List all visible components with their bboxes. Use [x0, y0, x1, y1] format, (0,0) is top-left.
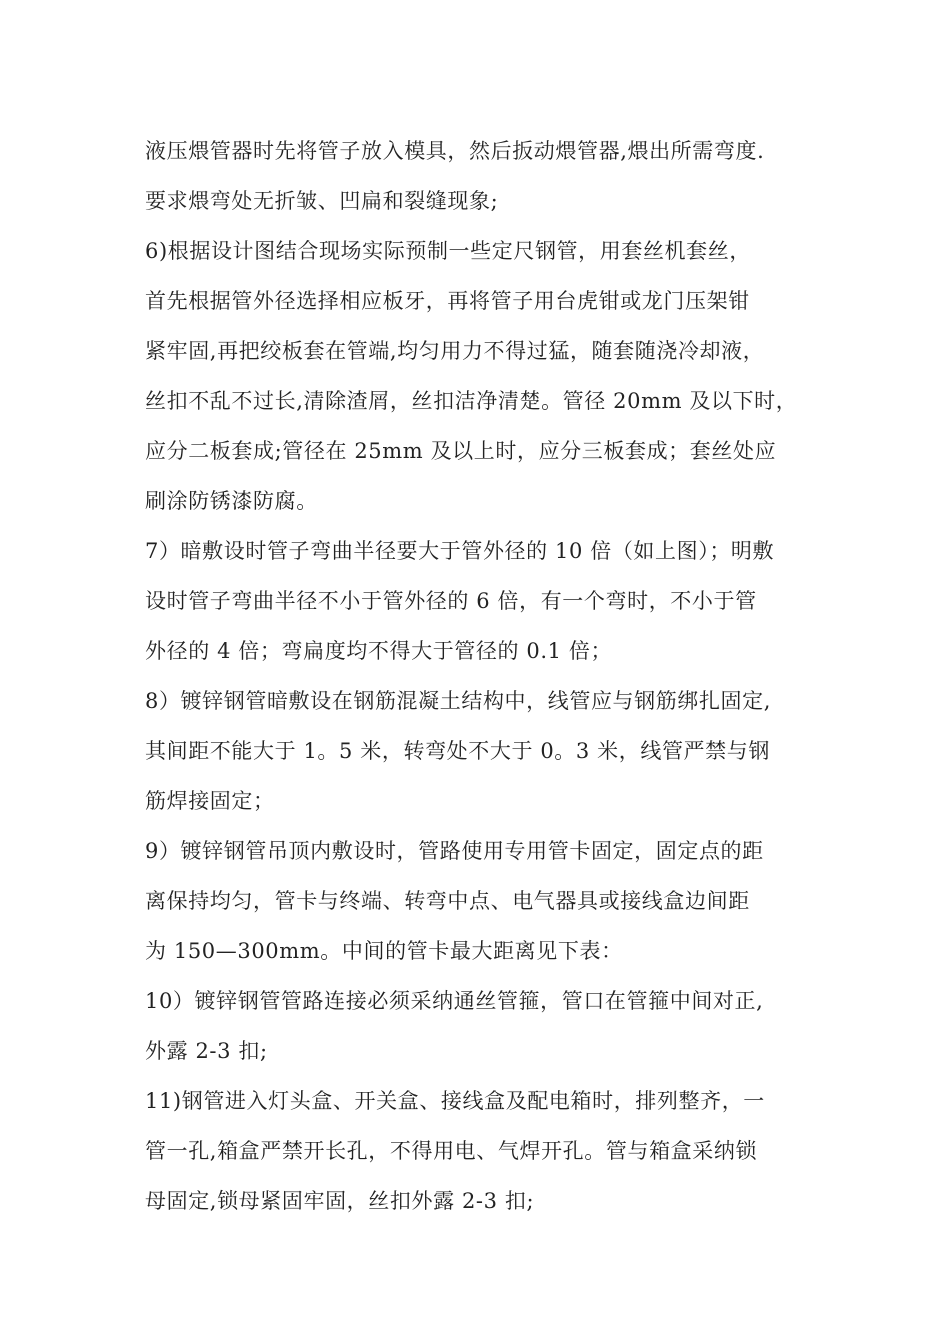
text-line: 紧牢固,再把绞板套在管端,均匀用力不得过猛，随套随浇冷却液，: [145, 339, 765, 363]
text-line: 离保持均匀，管卡与终端、转弯中点、电气器具或接线盒边间距: [145, 889, 750, 913]
text-line: 7）暗敷设时管子弯曲半径要大于管外径的 10 倍（如上图）；明敷: [145, 539, 775, 563]
text-line: 要求煨弯处无折皱、凹扁和裂缝现象;: [145, 189, 499, 213]
text-line: 8）镀锌钢管暗敷设在钢筋混凝土结构中，线管应与钢筋绑扎固定,: [145, 689, 772, 713]
text-line: 管一孔,箱盒严禁开长孔，不得用电、气焊开孔。管与箱盒采纳锁: [145, 1139, 758, 1163]
text-line: 液压煨管器时先将管子放入模具，然后扳动煨管器,煨出所需弯度.: [145, 139, 765, 163]
text-line: 刷涂防锈漆防腐。: [145, 489, 318, 513]
text-line: 应分二板套成;管径在 25mm 及以上时，应分三板套成；套丝处应: [145, 439, 777, 463]
text-line: 为 150—300mm。中间的管卡最大距离见下表：: [145, 939, 623, 963]
text-line: 10）镀锌钢管管路连接必须采纳通丝管箍，管口在管箍中间对正,: [145, 989, 764, 1013]
text-line: 丝扣不乱不过长,清除渣屑，丝扣洁净清楚。管径 20mm 及以下时，: [145, 389, 798, 413]
text-line: 11)钢管进入灯头盒、开关盒、接线盒及配电箱时，排列整齐，一: [145, 1089, 765, 1113]
text-line: 筋焊接固定；: [145, 789, 275, 813]
text-line: 其间距不能大于 1。5 米，转弯处不大于 0。3 米，线管严禁与钢: [145, 739, 770, 763]
text-line: 首先根据管外径选择相应板牙，再将管子用台虎钳或龙门压架钳: [145, 289, 750, 313]
text-line: 9）镀锌钢管吊顶内敷设时，管路使用专用管卡固定，固定点的距: [145, 839, 764, 863]
text-line: 母固定,锁母紧固牢固，丝扣外露 2-3 扣;: [145, 1189, 535, 1213]
body-text: [145, 126, 825, 1226]
text-line: 6)根据设计图结合现场实际预制一些定尺钢管，用套丝机套丝，: [145, 239, 751, 263]
text-line: 外露 2-3 扣;: [145, 1039, 268, 1063]
text-line: 设时管子弯曲半径不小于管外径的 6 倍，有一个弯时，不小于管: [145, 589, 757, 613]
text-line: 外径的 4 倍；弯扁度均不得大于管径的 0.1 倍；: [145, 639, 613, 663]
